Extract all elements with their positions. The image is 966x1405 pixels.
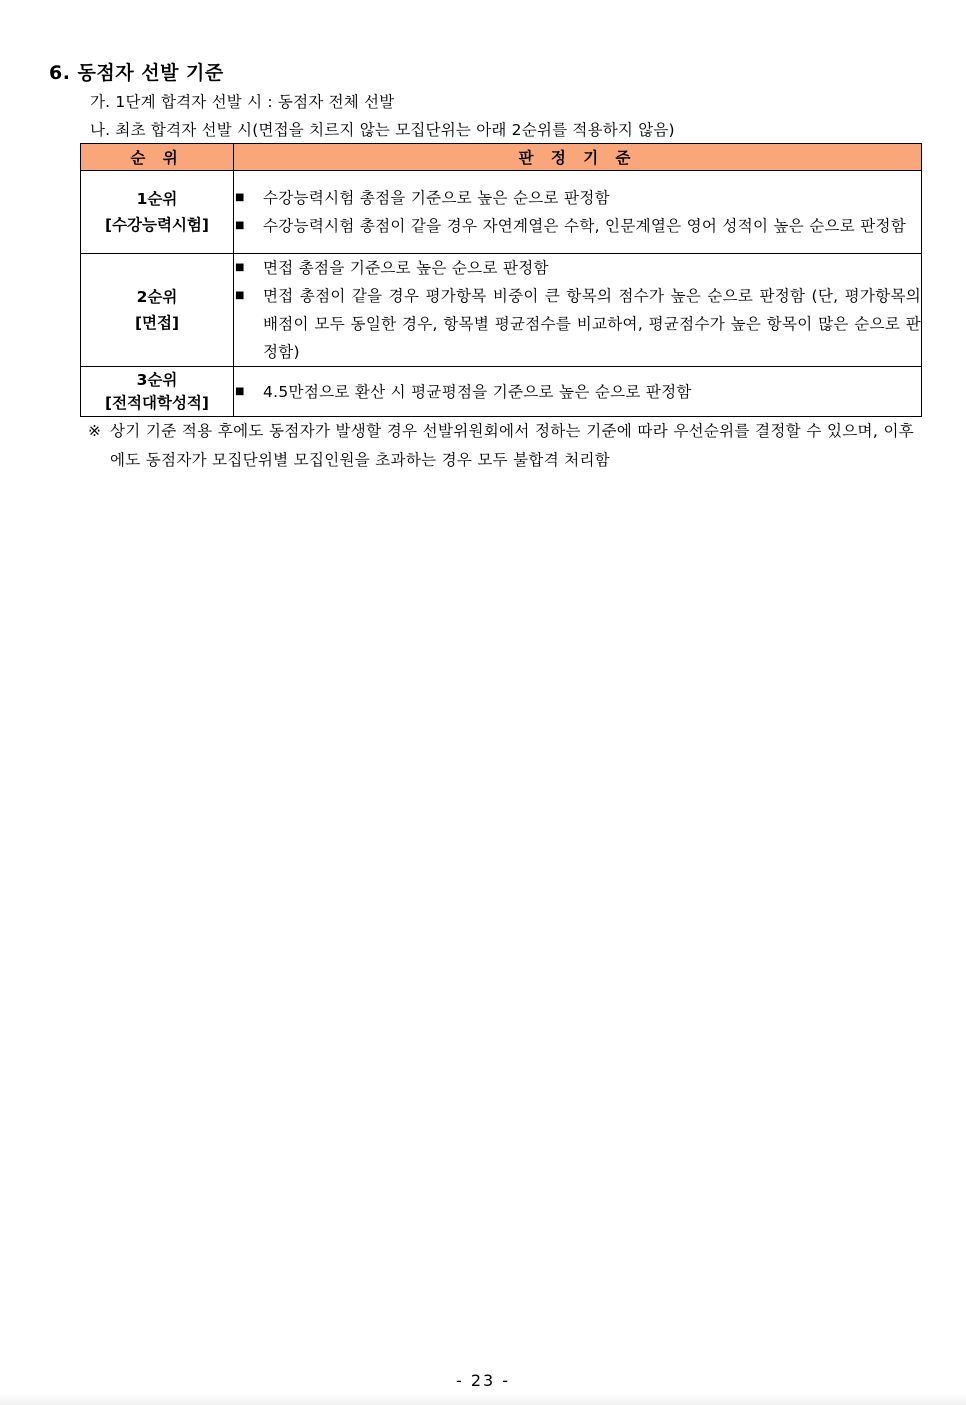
criteria-text: 면접 총점이 같을 경우 평가항목 비중이 큰 항목의 점수가 높은 순으로 판정함 (단, 평가항목의 배점이 모두 동일한 경우, 항목별 평균점수를 비교하여, 평균점수가 높은 항목이 많은 순으로 판정함) (263, 287, 921, 361)
page-number: - 23 - (455, 1371, 511, 1390)
footnote (88, 417, 914, 475)
square-bullet-icon: ■ (235, 290, 245, 301)
table-row (81, 367, 922, 417)
rank-cell (81, 254, 234, 367)
table-row (81, 171, 922, 254)
table-header-row (81, 144, 922, 171)
criteria-text: 면접 총점을 기준으로 높은 순으로 판정함 (263, 259, 549, 277)
square-bullet-icon: ■ (235, 220, 245, 231)
list-item (234, 378, 921, 406)
rank-cell (81, 171, 234, 254)
rank-cell (81, 367, 234, 417)
rank-basis: [수강능력시험] (104, 216, 209, 234)
rank-basis: [전적대학성적] (104, 393, 209, 412)
list-item (234, 254, 921, 282)
tiebreak-criteria-table (80, 143, 922, 417)
criteria-text: 수강능력시험 총점을 기준으로 높은 순으로 판정함 (263, 189, 610, 207)
rank-label: 3순위 (136, 370, 178, 389)
rank-label: 2순위 (136, 288, 178, 306)
rank-label: 1순위 (136, 190, 178, 208)
rank-basis: [면접] (134, 314, 180, 332)
square-bullet-icon: ■ (235, 262, 245, 273)
list-item (234, 184, 921, 212)
criteria-cell (234, 254, 922, 367)
first-stage-rule: 가. 1단계 합격자 선발 시 : 동점자 전체 선발 (90, 93, 395, 111)
final-stage-rule: 나. 최초 합격자 선발 시(면접을 치르지 않는 모집단위는 아래 2순위를 적용하지 않음) (90, 121, 675, 139)
page-bottom-edge (0, 1393, 966, 1405)
criteria-text: 4.5만점으로 환산 시 평균평점을 기준으로 높은 순으로 판정함 (263, 382, 692, 401)
criteria-text: 수강능력시험 총점이 같을 경우 자연계열은 수학, 인문계열은 영어 성적이 높은 순으로 판정함 (263, 217, 907, 235)
list-item (234, 212, 921, 240)
table-row (81, 254, 922, 367)
header-rank: 순 위 (81, 144, 234, 171)
list-item (234, 282, 921, 366)
section-title: 6. 동점자 선발 기준 (49, 62, 224, 84)
footnote-text: 상기 기준 적용 후에도 동점자가 발생할 경우 선발위원회에서 정하는 기준에 따라 우선순위를 결정할 수 있으며, 이후에도 동점자가 모집단위별 모집인원을 초과하는 경우 모두 불합격 처리함 (110, 422, 914, 469)
square-bullet-icon: ■ (235, 385, 245, 397)
criteria-cell (234, 367, 922, 417)
reference-mark-icon: ※ (88, 422, 102, 440)
header-criteria: 판 정 기 준 (234, 144, 922, 171)
criteria-cell (234, 171, 922, 254)
square-bullet-icon: ■ (235, 192, 245, 203)
